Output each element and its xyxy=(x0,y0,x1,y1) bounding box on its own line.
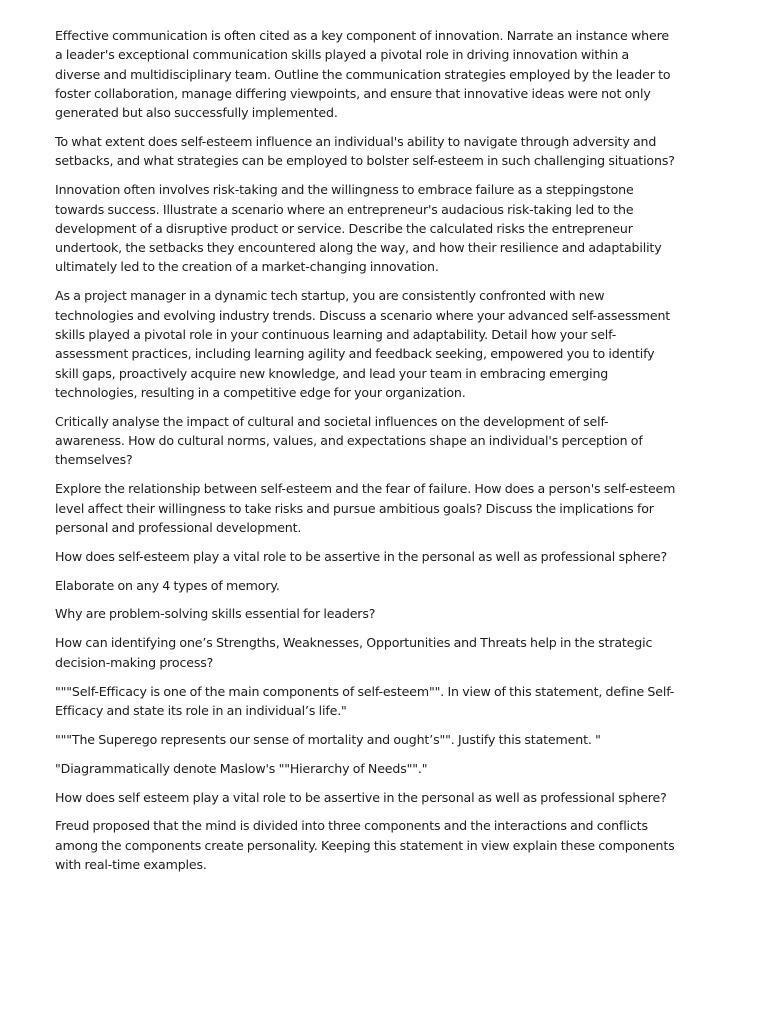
paragraph-risk-taking-innovation: Innovation often involves risk-taking and the willingness to embrace failure as a steppingstone towards success. Illustrate a scenario where an entrepreneur's audacious risk-taking led to the development of a disruptive product or service. Describe the calculated risks the entrepreneur undertook, the setbacks they encountered along the way, and how their resilience and adaptability ultimately led to the creation of a market-changing innovation. xyxy=(55,182,662,275)
paragraph-assertiveness-repeat: How does self esteem play a vital role to be assertive in the personal as well as professional sphere? xyxy=(55,789,667,805)
paragraph-assertiveness: How does self-esteem play a vital role to be assertive in the personal as well as professional sphere? xyxy=(55,548,668,564)
paragraph-communication-innovation: Effective communication is often cited as a key component of innovation. Narrate an instance where a leader's exceptional communication skills played a pivotal role in driving innovation within a diverse and multidisciplinary team. Outline the communication strategies employed by the leader to foster collaboration, manage differing viewpoints, and ensure that innovative ideas were not only generated but also successfully implemented. xyxy=(55,28,671,121)
paragraph-cultural-influences: Critically analyse the impact of cultural and societal influences on the development of self-awareness. How do cultural norms, values, and expectations shape an individual's perception of themselves? xyxy=(55,413,643,468)
paragraph-problem-solving: Why are problem-solving skills essential for leaders? xyxy=(55,606,376,622)
paragraph-swot: How can identifying one’s Strengths, Weaknesses, Opportunities and Threats help in the strategic decision-making process? xyxy=(55,635,653,670)
paragraph-fear-of-failure: Explore the relationship between self-esteem and the fear of failure. How does a person's self-esteem level affect their willingness to take risks and pursue ambitious goals? Discuss the implications for personal and professional development. xyxy=(55,481,676,535)
paragraph-maslow: "Diagrammatically denote Maslow's ""Hierarchy of Needs""." xyxy=(55,760,428,776)
paragraph-superego: """The Superego represents our sense of mortality and ought’s"". Justify this statement. " xyxy=(55,731,601,747)
paragraph-types-of-memory: Elaborate on any 4 types of memory. xyxy=(55,577,280,593)
paragraph-self-esteem-adversity: To what extent does self-esteem influence an individual's ability to navigate through adversity and setbacks, and what strategies can be employed to bolster self-esteem in such challenging situations? xyxy=(55,134,675,169)
paragraph-self-efficacy: """Self-Efficacy is one of the main components of self-esteem"". In view of this statement, define Self- Efficacy and state its role in an individual’s life." xyxy=(55,683,675,718)
document-body xyxy=(55,26,677,884)
paragraph-self-assessment-project-manager: As a project manager in a dynamic tech startup, you are consistently confronted with new technologies and evolving industry trends. Discuss a scenario where your advanced self-assessment skills played a pivotal role in your continuous learning and adaptability. Detail how your self-assessment practices, including learning agility and feedback seeking, empowered you to identify skill gaps, proactively acquire new knowledge, and lead your team in embracing emerging technologies, resulting in a competitive edge for your organization. xyxy=(55,288,671,400)
paragraph-freud-components: Freud proposed that the mind is divided into three components and the interactions and conflicts among the components create personality. Keeping this statement in view explain these components with real-time examples. xyxy=(55,818,675,872)
